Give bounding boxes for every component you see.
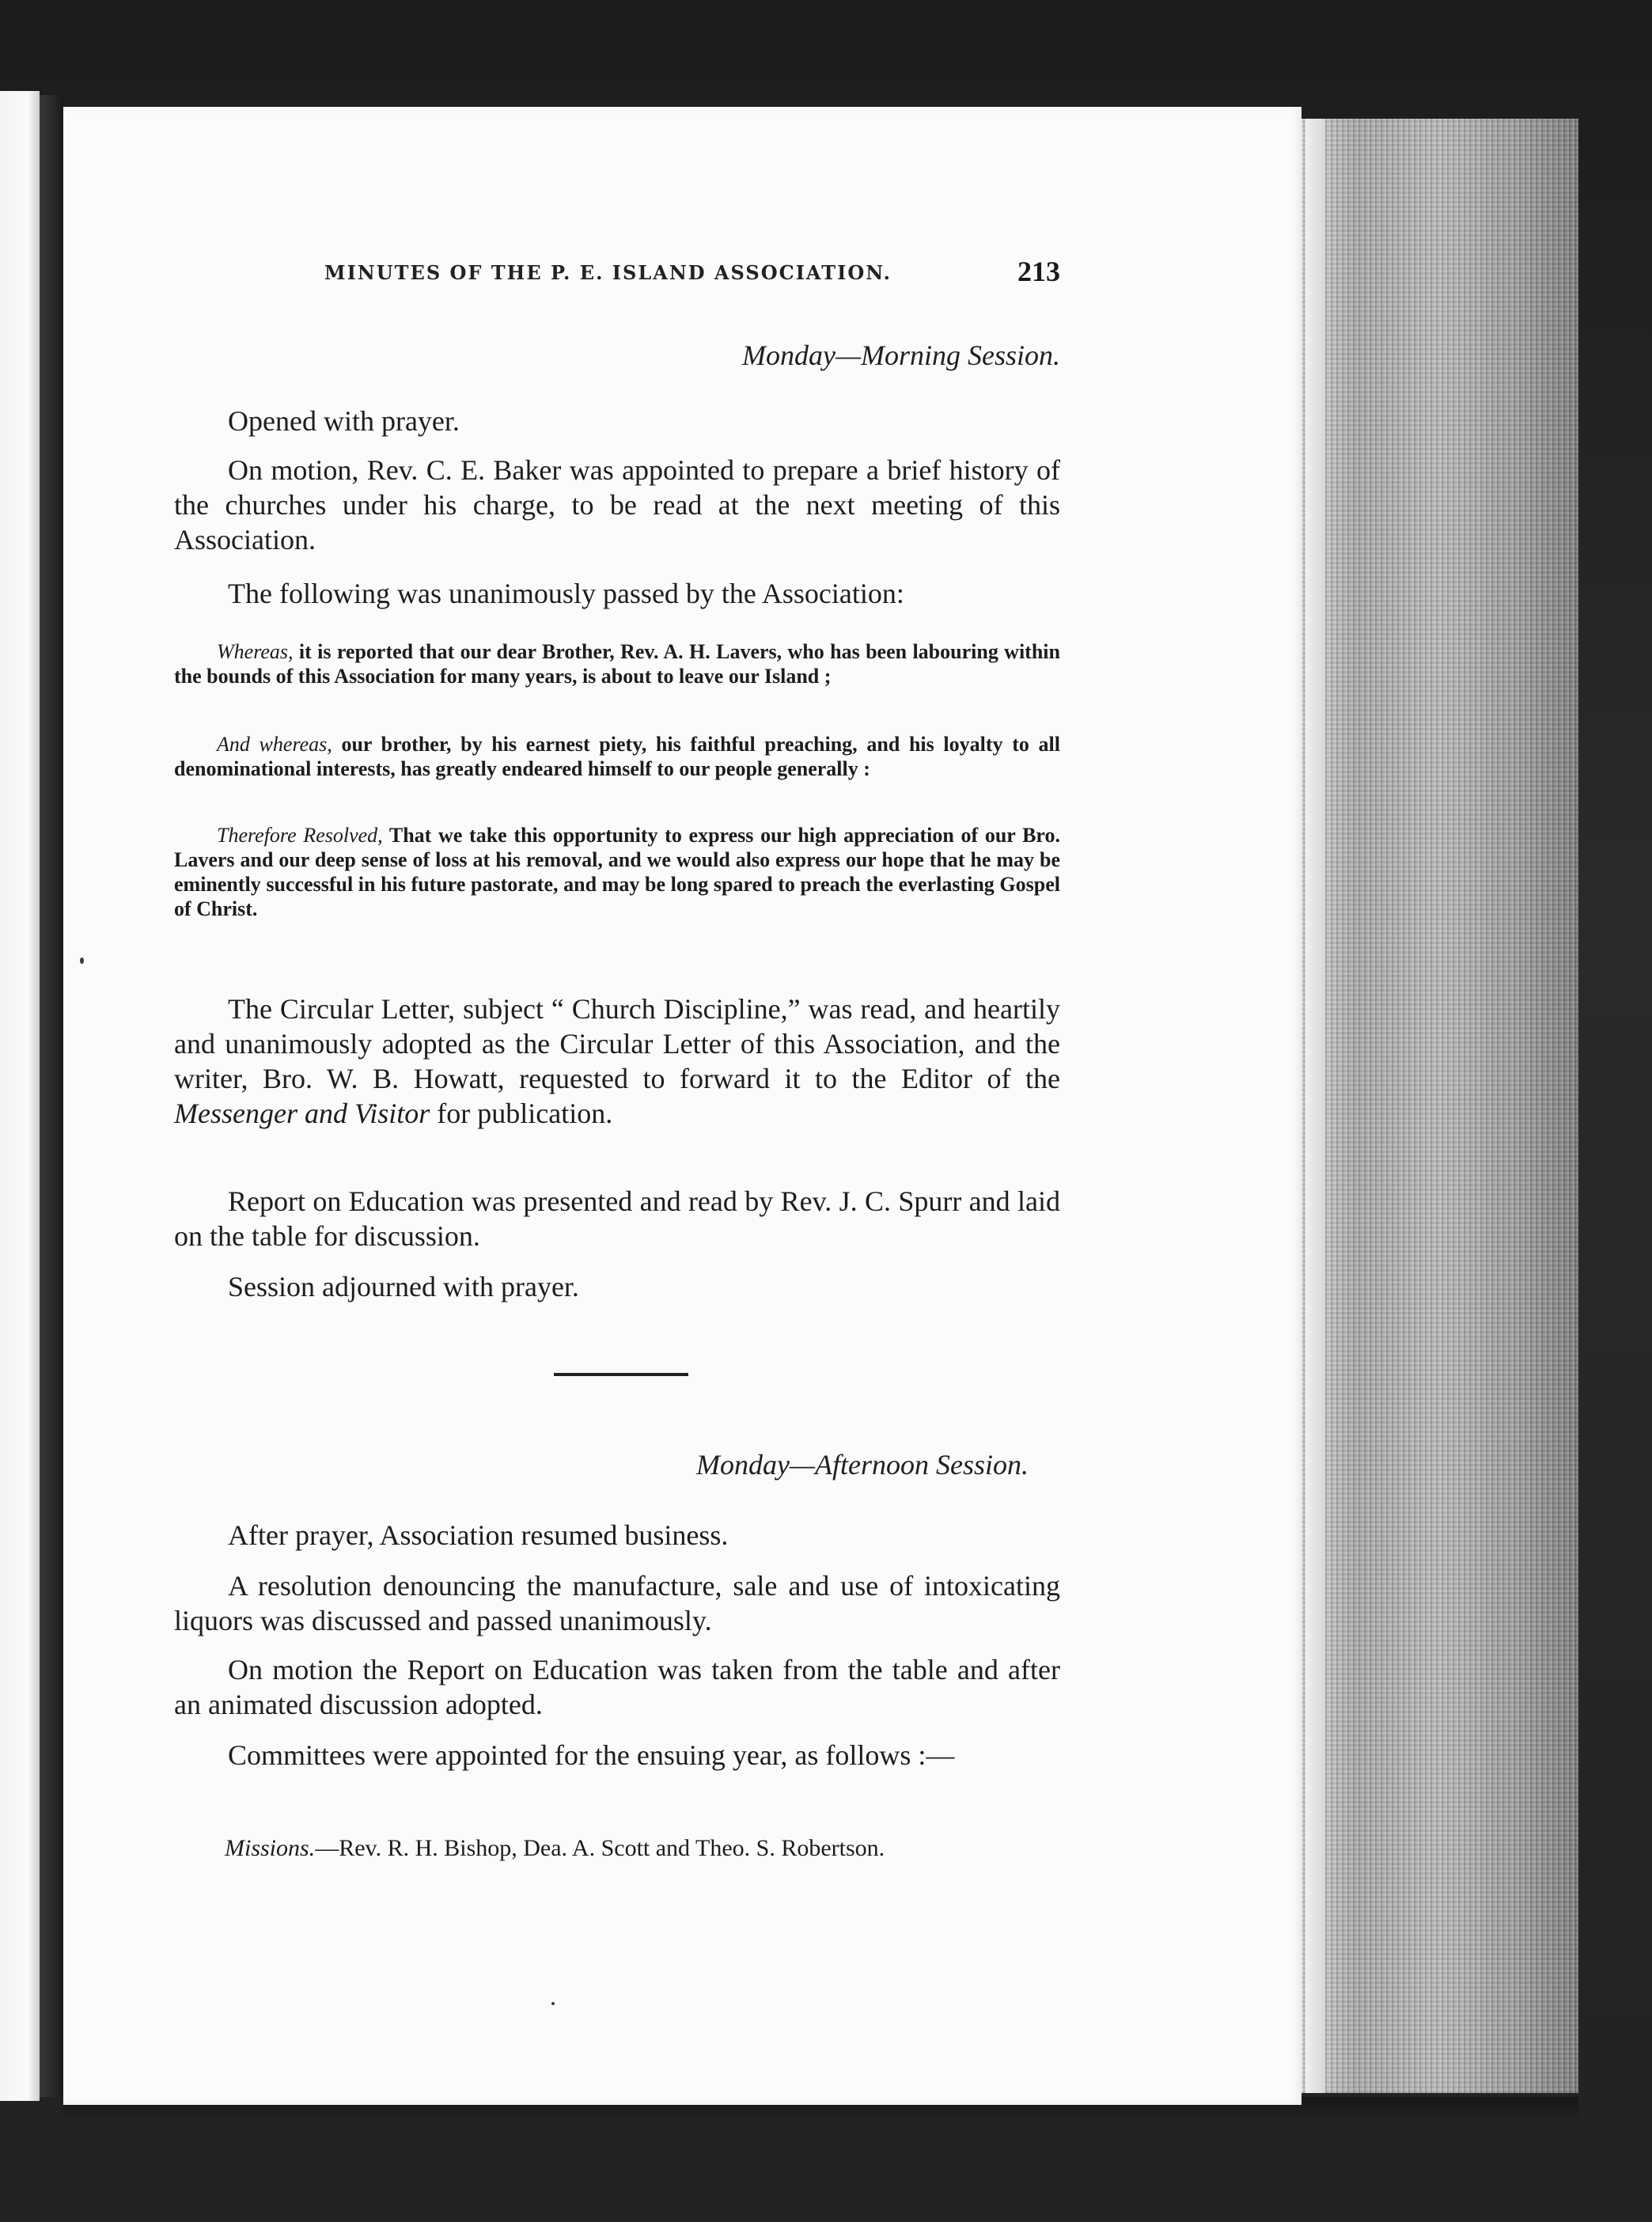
paragraph-liquor-resolution: A resolution denouncing the manufacture, sale and use of intoxicating liquors was discussed and passed unanimously. (174, 1570, 1060, 1636)
circular-text-2: for publication. (430, 1098, 613, 1129)
circular-text-1: The Circular Letter, subject “ Church Discipline,” was read, and heartily and unanimously adopted as the Circular Letter of this Association, and the writer, Bro. W. B. Howatt, requested to forward it to the Editor of the (174, 993, 1060, 1094)
paragraph-baker-motion: On motion, Rev. C. E. Baker was appointed to prepare a brief history of the churches under his charge, to be read at the next meeting of this Association. (174, 454, 1060, 556)
paragraph-committees: Committees were appointed for the ensuing year, as follows :— (228, 1739, 955, 1771)
resolution-text: it is reported that our dear Brother, Rev. A. H. Lavers, who has been labouring within the bounds of this Association for many years, is about to leave our Island ; (174, 640, 1060, 688)
paragraph-opened: Opened with prayer. (228, 405, 460, 437)
resolution-text: our brother, by his earnest piety, his faithful preaching, and his loyalty to all denominational interests, has greatly endeared himself to our people generally : (174, 733, 1060, 780)
page-stack-edge (1302, 119, 1578, 2093)
running-head (324, 256, 1060, 298)
resolution-text: That we take this opportunity to express our high appreciation of our Bro. Lavers and our deep sense of loss at his removal, and we would also express our hope that he may be eminently successful in his future pastorate, and may be long spared to preach the everlasting Gospel of Christ. (174, 824, 1060, 920)
paragraph-report-education: Report on Education was presented and read by Rev. J. C. Spurr and laid on the table for discussion. (174, 1185, 1060, 1252)
resolution-lead: Therefore Resolved, (217, 824, 383, 847)
scan-speck (80, 957, 84, 964)
committee-missions (174, 1834, 1060, 1863)
resolution-lead: And whereas, (217, 733, 332, 756)
paragraph-circular-letter (174, 992, 1060, 1131)
facing-page-edge (0, 91, 40, 2101)
committee-lead: Missions. (225, 1835, 316, 1861)
paragraph-education-adopted: On motion the Report on Education was taken from the table and after an animated discussion adopted. (174, 1654, 1060, 1720)
scan-speck (551, 2002, 555, 2005)
running-title: MINUTES OF THE P. E. ISLAND ASSOCIATION. (324, 261, 892, 284)
paragraph-after-prayer: After prayer, Association resumed business. (228, 1519, 729, 1551)
afternoon-session-heading: Monday—Afternoon Session. (696, 1449, 1029, 1481)
book-gutter (40, 95, 63, 2097)
resolution-lead: Whereas, (217, 640, 294, 663)
resolution-and-whereas (174, 732, 1060, 781)
paragraph-following-passed: The following was unanimously passed by the Association: (228, 578, 904, 609)
circular-publication-title: Messenger and Visitor (174, 1098, 430, 1129)
resolution-whereas (174, 639, 1060, 688)
page-number: 213 (1017, 256, 1060, 287)
page-stack-inner-edge (1305, 119, 1325, 2093)
paragraph-session-adjourned: Session adjourned with prayer. (228, 1271, 579, 1302)
section-divider (554, 1373, 688, 1376)
morning-session-heading: Monday—Morning Session. (742, 339, 1060, 371)
resolution-therefore (174, 823, 1060, 921)
committee-text: —Rev. R. H. Bishop, Dea. A. Scott and Theo. S. Robertson. (315, 1835, 885, 1861)
